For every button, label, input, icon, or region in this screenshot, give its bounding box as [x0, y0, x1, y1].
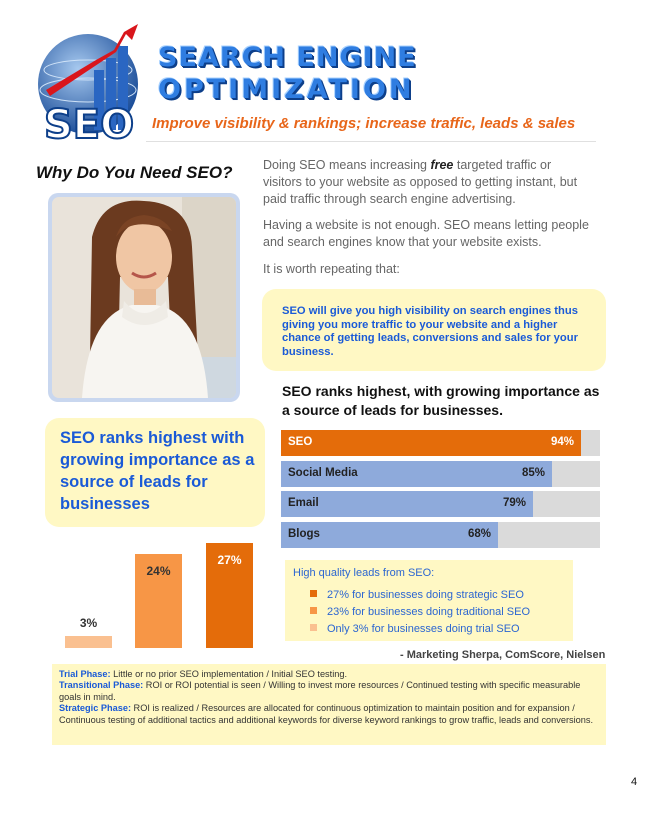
title-line-1: SEARCH ENGINE — [158, 42, 417, 73]
legend-swatch-trial — [310, 624, 317, 631]
legend-title: High quality leads from SEO: — [293, 567, 435, 579]
hbar-category-label: Social Media — [288, 467, 358, 479]
hbar-value-label: 94% — [551, 436, 575, 448]
hbar-value-label: 68% — [468, 528, 492, 540]
legend-swatch-traditional — [310, 607, 317, 614]
phase-strategic: Strategic Phase: ROI is realized / Resources are allocated for continuous optimization to maintain position and for expansion / Continuous testing of additional tactics and additional keywords for diverse keyword rankings to grow traffic, leads and conversions. — [59, 703, 594, 725]
intro-paragraph-1: Doing SEO means increasing free targeted traffic or visitors to your website as opposed to getting instant, but paid traffic through search engine advertising. — [263, 158, 578, 206]
hbar-category-label: Email — [288, 497, 319, 509]
page-number: 4 — [631, 776, 638, 788]
callout-box — [262, 289, 606, 371]
legend-swatch-strategic — [310, 590, 317, 597]
emphasis-free: free — [430, 158, 454, 172]
side-callout-box — [45, 418, 265, 527]
intro-paragraph-2: Having a website is not enough. SEO means letting people and search engines know that your website exists. — [263, 218, 589, 249]
logo-text: SEO — [44, 102, 135, 148]
legend-item-traditional: 23% for businesses doing traditional SEO — [310, 606, 530, 618]
hbar-chart-title: SEO ranks highest, with growing importance as a source of leads for businesses. — [282, 383, 600, 418]
hbar-social-media — [281, 461, 600, 487]
hbar-email — [281, 491, 600, 517]
hbar-category-label: Blogs — [288, 528, 320, 540]
hbar-blogs — [281, 522, 600, 548]
side-callout-text: SEO ranks highest with growing importance as a source of leads for businesses — [60, 429, 255, 513]
phase-transitional: Transitional Phase: ROI or ROI potential is seen / Willing to invest more resources / Continued testing with specific measurable goals in mind. — [59, 680, 581, 702]
column-value-label: 3% — [79, 616, 98, 630]
title-line-2: OPTIMIZATION — [158, 74, 415, 105]
hbar-value-label: 85% — [522, 467, 546, 479]
hbar-fill — [281, 430, 581, 456]
hbar-seo — [281, 430, 600, 456]
hbar-value-label: 79% — [503, 497, 527, 509]
tagline: Improve visibility & rankings; increase traffic, leads & sales — [152, 115, 576, 132]
legend-item-trial: Only 3% for businesses doing trial SEO — [310, 623, 520, 635]
legend-box — [285, 560, 573, 641]
legend-item-strategic: 27% for businesses doing strategic SEO — [310, 589, 524, 601]
column-value-label: 24% — [146, 564, 171, 578]
section-heading: Why Do You Need SEO? — [36, 163, 233, 182]
seo-logo — [36, 20, 148, 148]
column-value-label: 27% — [217, 553, 242, 567]
woman-photo — [48, 193, 240, 402]
column-trial-seo — [65, 636, 112, 648]
hbar-category-label: SEO — [288, 436, 313, 448]
source-citation: - Marketing Sherpa, ComScore, Nielsen — [400, 649, 606, 661]
phase-trial: Trial Phase: Little or no prior SEO implementation / Initial SEO testing. — [59, 669, 348, 679]
intro-paragraph-3: It is worth repeating that: — [263, 262, 400, 276]
phase-definitions — [52, 664, 606, 745]
header-divider — [146, 141, 596, 142]
callout-text: SEO will give you high visibility on search engines thus giving you more traffic to your website and a higher chance of getting leads, conversions and sales for your business. — [282, 305, 578, 358]
hbar-fill — [281, 491, 533, 517]
